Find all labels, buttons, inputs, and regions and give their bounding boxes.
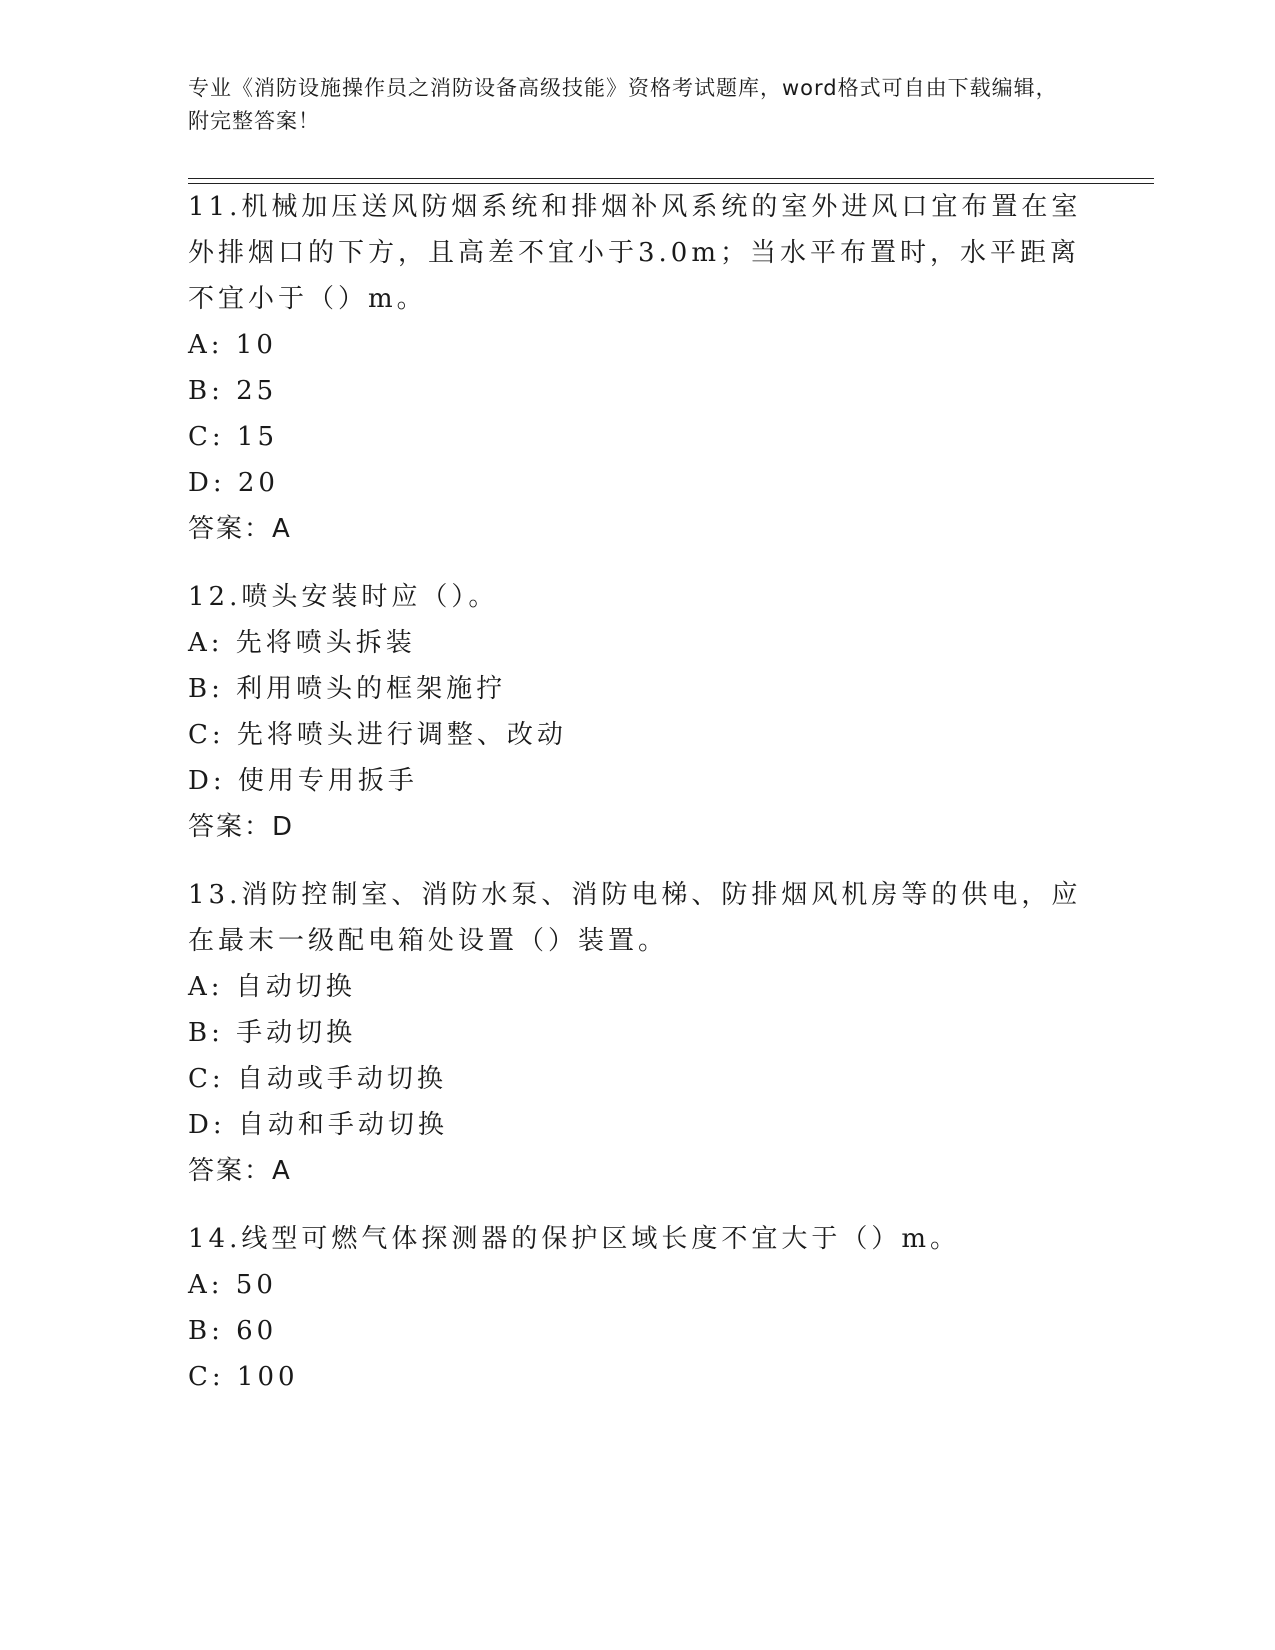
- option-c: C: 100: [188, 1362, 299, 1392]
- question-stem: 11.机械加压送风防烟系统和排烟补风系统的室外进风口宜布置在室外排烟口的下方，且高差不宜小于3.0m；当水平布置时，水平距离不宜小于（）m。: [188, 192, 1082, 314]
- question-14: [188, 1216, 1088, 1400]
- question-stem: 13.消防控制室、消防水泵、消防电梯、防排烟风机房等的供电，应在最末一级配电箱处设置（）装置。: [188, 880, 1082, 956]
- question-11: [188, 184, 1088, 552]
- option-c: C: 自动或手动切换: [188, 1064, 447, 1094]
- option-c: C: 15: [188, 422, 279, 452]
- option-b: B: 60: [188, 1316, 278, 1346]
- option-d: D: 20: [188, 468, 279, 498]
- option-a: A: 10: [188, 330, 277, 360]
- answer-label: 答案：D: [188, 812, 295, 842]
- question-13: [188, 872, 1088, 1194]
- option-d: D: 自动和手动切换: [188, 1110, 448, 1140]
- option-a: A: 先将喷头拆装: [188, 628, 416, 658]
- header-divider-top: [188, 178, 1154, 179]
- option-b: B: 手动切换: [188, 1018, 357, 1048]
- document-header: 专业《消防设施操作员之消防设备高级技能》资格考试题库，word格式可自由下载编辑，附完整答案！: [188, 76, 1058, 133]
- option-b: B: 利用喷头的框架施拧: [188, 674, 507, 704]
- option-b: B: 25: [188, 376, 278, 406]
- answer-label: 答案：A: [188, 514, 292, 544]
- option-c: C: 先将喷头进行调整、改动: [188, 720, 567, 750]
- question-list: [188, 184, 1088, 1422]
- option-a: A: 自动切换: [188, 972, 356, 1002]
- answer-label: 答案：A: [188, 1156, 292, 1186]
- question-stem: 14.线型可燃气体探测器的保护区域长度不宜大于（）m。: [188, 1224, 961, 1254]
- question-12: [188, 574, 1088, 850]
- option-a: A: 50: [188, 1270, 277, 1300]
- option-d: D: 使用专用扳手: [188, 766, 418, 796]
- question-stem: 12.喷头安装时应（）。: [188, 582, 499, 612]
